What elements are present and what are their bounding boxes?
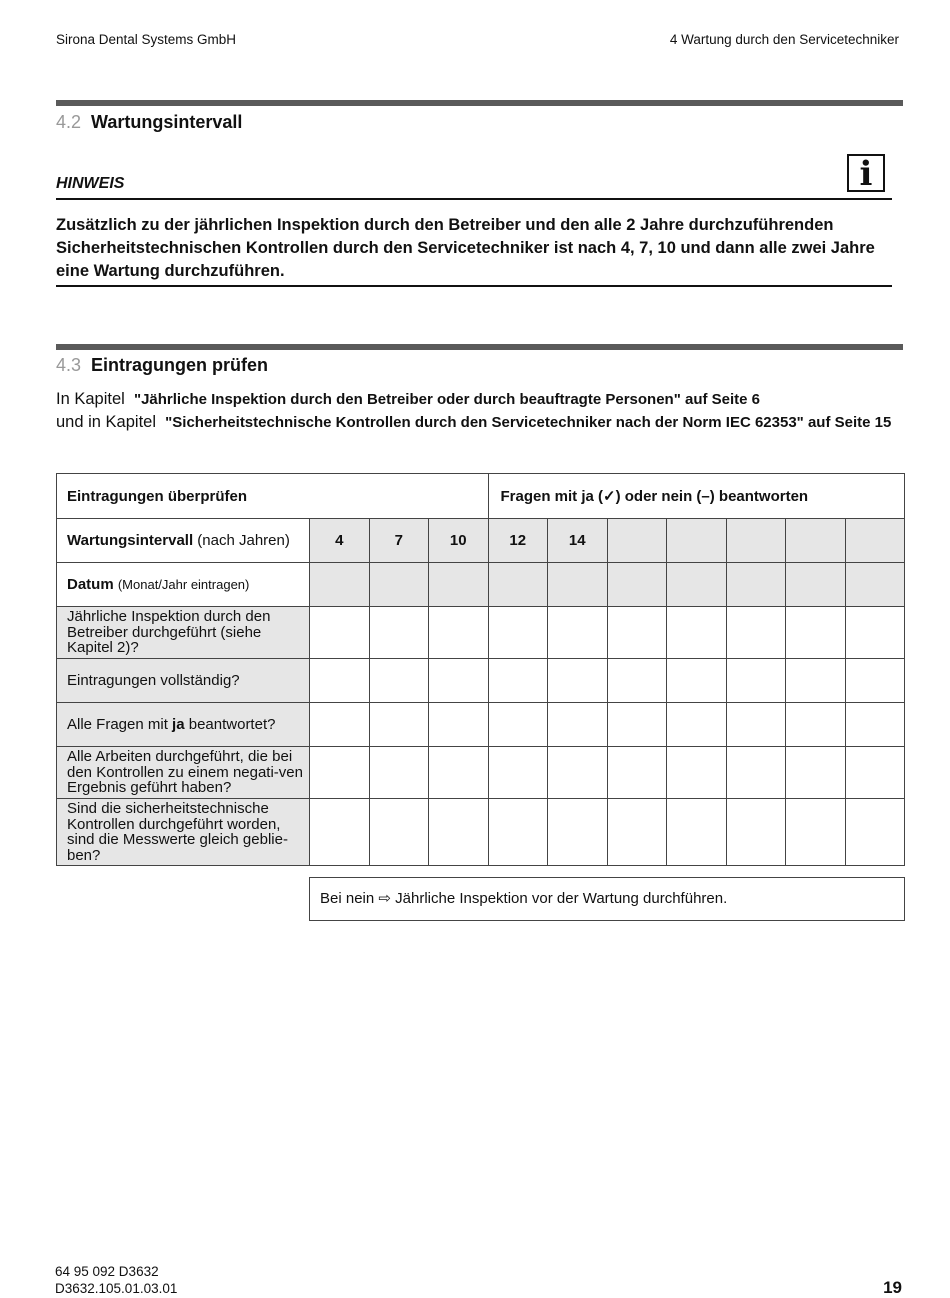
arrow-right-icon: ⇨ — [378, 890, 391, 907]
interval-cell — [786, 519, 846, 563]
answer-cell[interactable] — [786, 703, 846, 747]
answer-cell[interactable] — [845, 659, 905, 703]
date-cell[interactable] — [548, 563, 608, 607]
date-cell[interactable] — [726, 563, 786, 607]
date-cell[interactable] — [369, 563, 429, 607]
answer-cell[interactable] — [488, 703, 548, 747]
question-row — [57, 747, 905, 799]
answer-cell[interactable] — [548, 607, 608, 659]
question-label: Jährliche Inspektion durch den Betreiber durchgeführt (siehe Kapitel 2)? — [57, 607, 310, 659]
answer-cell[interactable] — [369, 607, 429, 659]
interval-cell — [607, 519, 667, 563]
date-cell[interactable] — [607, 563, 667, 607]
question-row — [57, 703, 905, 747]
answer-cell[interactable] — [369, 703, 429, 747]
answer-cell[interactable] — [845, 703, 905, 747]
answer-cell[interactable] — [429, 703, 489, 747]
doc-id: D3632.105.01.03.01 — [55, 1281, 178, 1296]
intro-chapter-ref-2: "Sicherheitstechnische Kontrollen durch den Servicetechniker nach der Norm IEC 62353" auf Seite 15 — [165, 414, 892, 431]
section-title-text: Wartungsintervall — [91, 112, 243, 132]
date-label: Datum (Monat/Jahr eintragen) — [57, 563, 310, 607]
question-label: Alle Arbeiten durchgeführt, die bei den Kontrollen zu einem negati-ven Ergebnis geführt haben? — [57, 747, 310, 799]
header-company: Sirona Dental Systems GmbH — [56, 32, 237, 47]
interval-cell: 10 — [429, 519, 489, 563]
answer-cell[interactable] — [786, 747, 846, 799]
intro-prefix-2: und in Kapitel — [56, 413, 156, 431]
answer-cell[interactable] — [726, 703, 786, 747]
answer-cell[interactable] — [667, 607, 727, 659]
answer-cell[interactable] — [310, 747, 370, 799]
answer-cell[interactable] — [726, 607, 786, 659]
date-cell[interactable] — [786, 563, 846, 607]
date-cell[interactable] — [429, 563, 489, 607]
answer-cell[interactable] — [786, 607, 846, 659]
info-icon: i — [847, 154, 885, 192]
answer-cell[interactable] — [548, 703, 608, 747]
answer-cell[interactable] — [488, 747, 548, 799]
intro-chapter-ref-1: "Jährliche Inspektion durch den Betreiber oder durch beauftragte Personen" auf Seite 6 — [133, 391, 761, 408]
answer-cell[interactable] — [607, 607, 667, 659]
section-rule — [56, 344, 903, 350]
answer-cell[interactable] — [488, 659, 548, 703]
interval-cell: 14 — [548, 519, 608, 563]
table-head-left: Eintragungen überprüfen — [57, 474, 489, 519]
maintenance-check-table — [56, 473, 905, 866]
interval-cell — [667, 519, 727, 563]
note-rule-top — [56, 198, 892, 200]
answer-cell[interactable] — [845, 747, 905, 799]
answer-cell[interactable] — [667, 799, 727, 866]
answer-cell[interactable] — [548, 659, 608, 703]
date-cell[interactable] — [667, 563, 727, 607]
question-label: Sind die sicherheitstechnische Kontrollen durchgeführt worden, sind die Messwerte gleich geblie-ben? — [57, 799, 310, 866]
answer-cell[interactable] — [786, 799, 846, 866]
answer-cell[interactable] — [369, 659, 429, 703]
section-title-4-3 — [56, 355, 268, 376]
answer-cell[interactable] — [369, 747, 429, 799]
intro-paragraph — [56, 388, 906, 434]
table-head-right: Fragen mit ja (✓) oder nein (–) beantworten — [488, 474, 905, 519]
doc-number: 64 95 092 D3632 — [55, 1264, 159, 1279]
note-text: Zusätzlich zu der jährlichen Inspektion durch den Betreiber und den alle 2 Jahre durchzuführenden Sicherheitstechnischen Kontrollen durch den Servicetechniker ist nach 4, 7, 10 und dann alle zwei Jahre eine Wartung durchzuführen. — [56, 216, 875, 280]
answer-cell[interactable] — [786, 659, 846, 703]
answer-cell[interactable] — [607, 799, 667, 866]
answer-cell[interactable] — [845, 607, 905, 659]
note-rule-bottom — [56, 285, 892, 287]
question-label: Eintragungen vollständig? — [57, 659, 310, 703]
section-title-4-2 — [56, 112, 242, 133]
interval-cell: 7 — [369, 519, 429, 563]
interval-row — [57, 519, 905, 563]
interval-cell — [845, 519, 905, 563]
answer-cell[interactable] — [548, 747, 608, 799]
header-chapter: 4 Wartung durch den Servicetechniker — [669, 32, 899, 47]
question-row — [57, 607, 905, 659]
answer-cell[interactable] — [726, 747, 786, 799]
answer-cell[interactable] — [548, 799, 608, 866]
date-cell[interactable] — [310, 563, 370, 607]
answer-cell[interactable] — [429, 659, 489, 703]
date-cell[interactable] — [488, 563, 548, 607]
instruction-box — [309, 877, 905, 921]
section-number: 4.3 — [56, 355, 82, 375]
answer-cell[interactable] — [607, 659, 667, 703]
instruction-prefix: Bei nein — [320, 890, 375, 907]
interval-cell: 4 — [310, 519, 370, 563]
answer-cell[interactable] — [429, 607, 489, 659]
answer-cell[interactable] — [726, 799, 786, 866]
answer-cell[interactable] — [369, 799, 429, 866]
section-rule — [56, 100, 903, 106]
question-label: Alle Fragen mit ja beantwortet? — [57, 703, 310, 747]
section-number: 4.2 — [56, 112, 82, 132]
answer-cell[interactable] — [310, 659, 370, 703]
page-number: 19 — [883, 1278, 902, 1297]
date-cell[interactable] — [845, 563, 905, 607]
table-header-row — [57, 474, 905, 519]
answer-cell[interactable] — [726, 659, 786, 703]
intro-prefix-1: In Kapitel — [56, 390, 125, 408]
answer-cell[interactable] — [488, 799, 548, 866]
question-row — [57, 659, 905, 703]
answer-cell[interactable] — [429, 747, 489, 799]
interval-label: Wartungsintervall (nach Jahren) — [57, 519, 310, 563]
answer-cell[interactable] — [667, 747, 727, 799]
answer-cell[interactable] — [667, 659, 727, 703]
interval-cell: 12 — [488, 519, 548, 563]
interval-cell — [726, 519, 786, 563]
answer-cell[interactable] — [667, 703, 727, 747]
answer-cell[interactable] — [607, 747, 667, 799]
answer-cell[interactable] — [310, 799, 370, 866]
answer-cell[interactable] — [310, 703, 370, 747]
instruction-text: Jährliche Inspektion vor der Wartung durchführen. — [395, 890, 728, 907]
section-title-text: Eintragungen prüfen — [91, 355, 269, 375]
answer-cell[interactable] — [845, 799, 905, 866]
answer-cell[interactable] — [429, 799, 489, 866]
answer-cell[interactable] — [607, 703, 667, 747]
answer-cell[interactable] — [488, 607, 548, 659]
date-row — [57, 563, 905, 607]
question-row — [57, 799, 905, 866]
note-heading: HINWEIS — [56, 175, 125, 192]
answer-cell[interactable] — [310, 607, 370, 659]
